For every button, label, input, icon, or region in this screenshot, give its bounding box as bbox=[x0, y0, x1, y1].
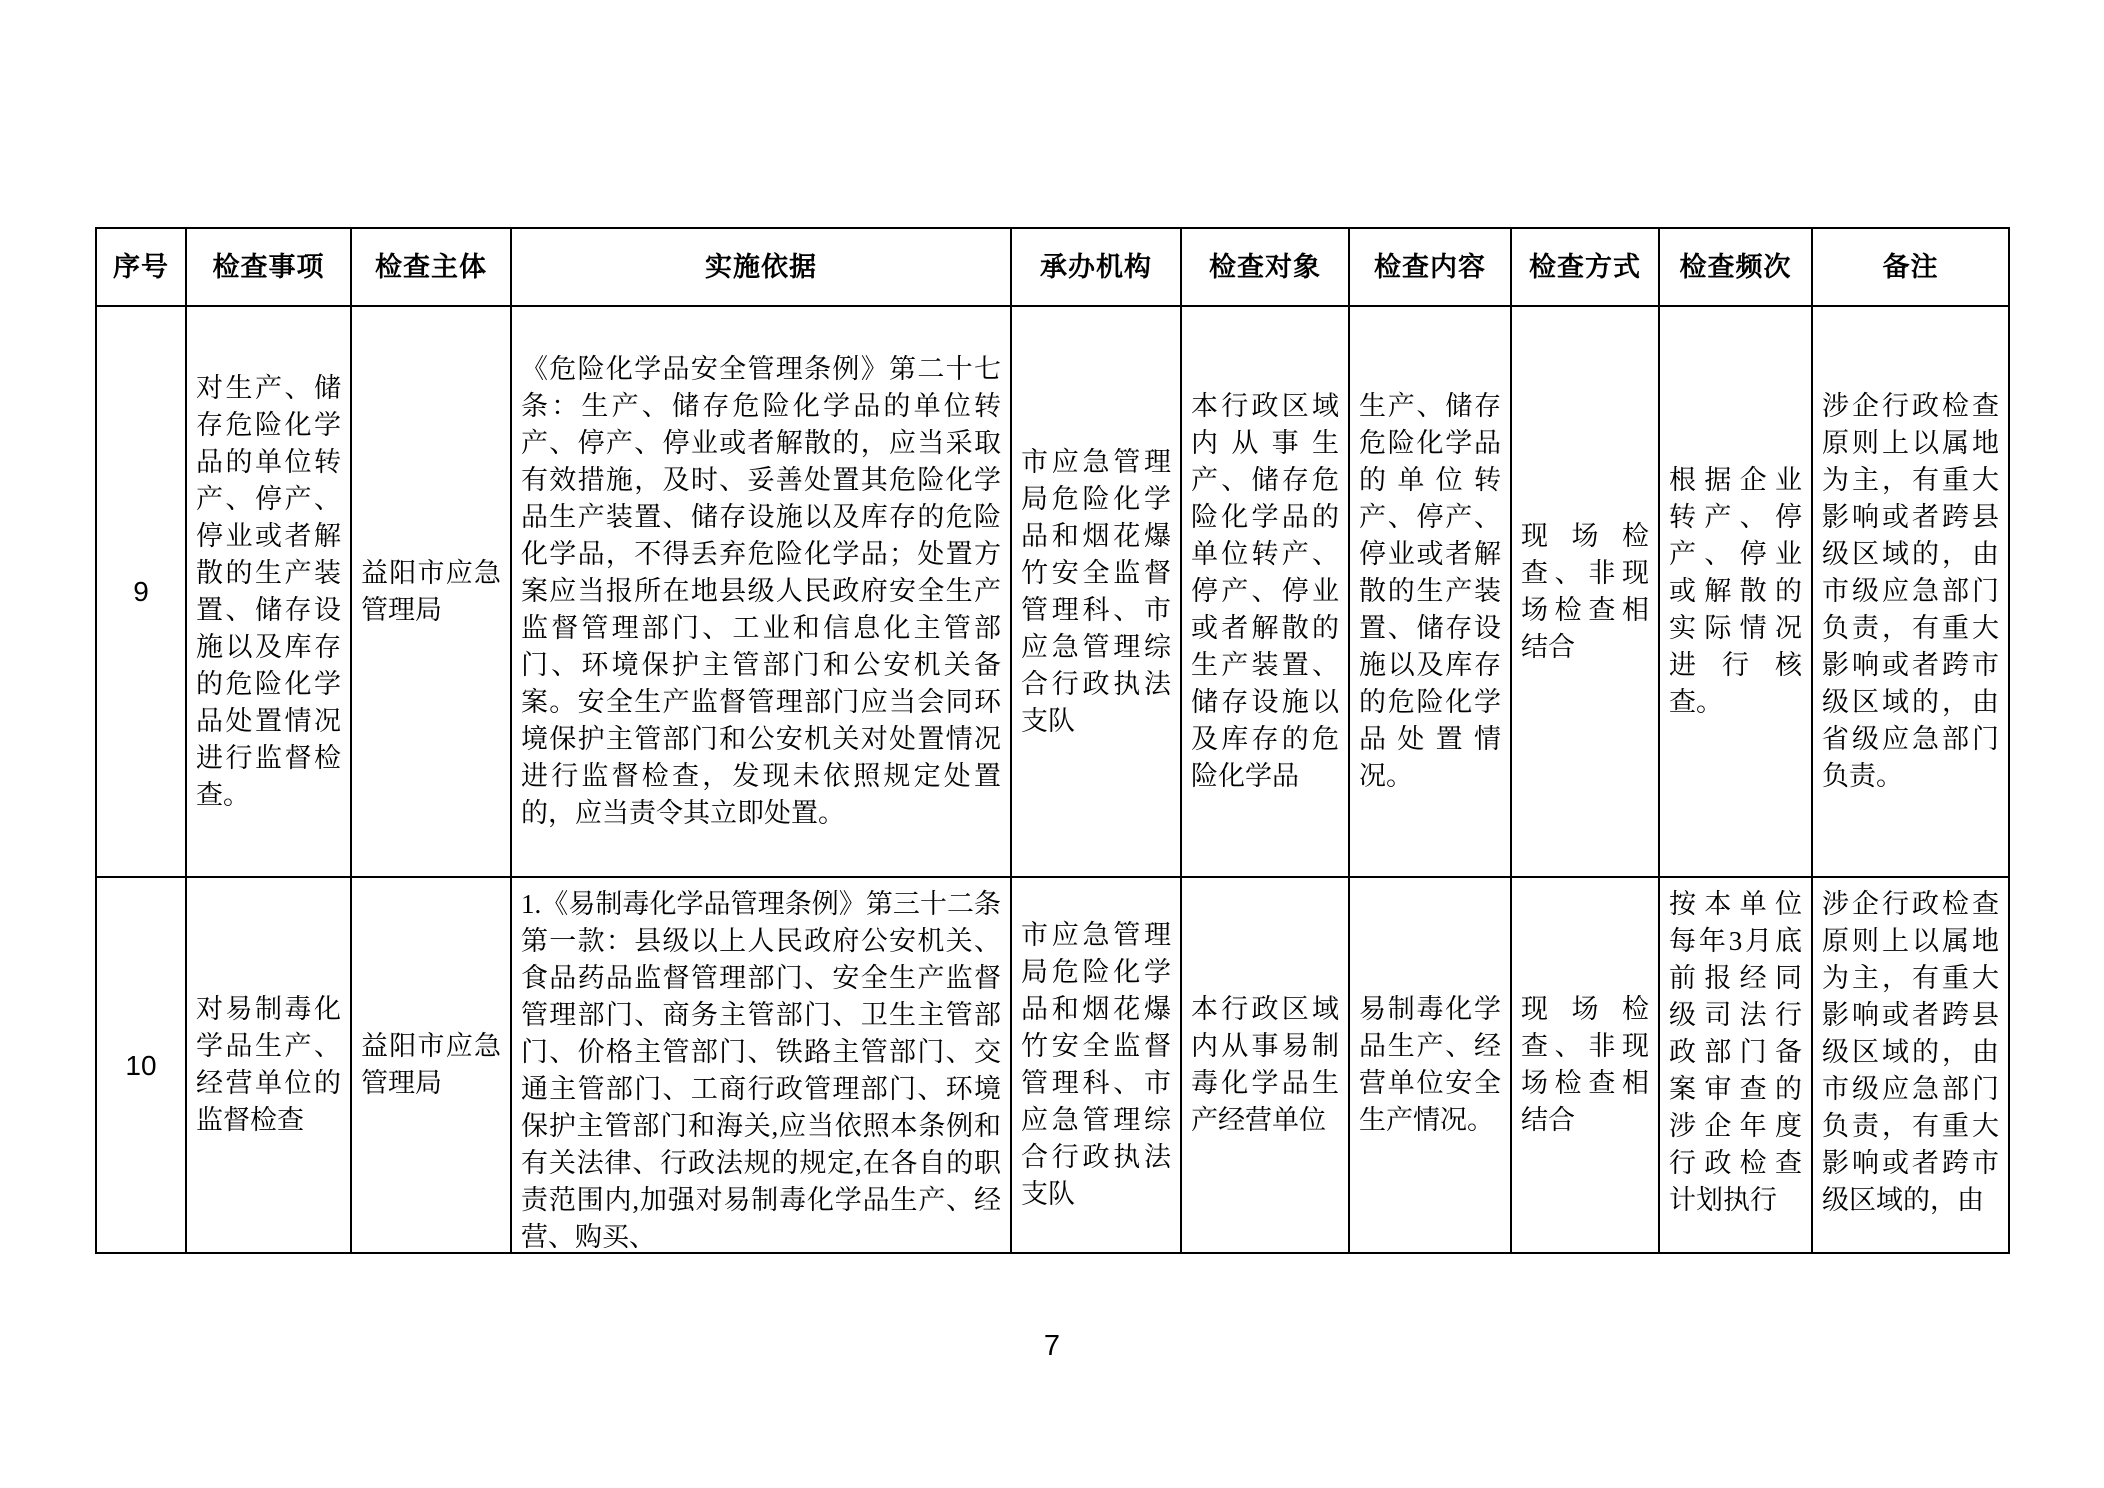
cell-agency bbox=[1011, 306, 1181, 877]
cell-basis bbox=[511, 877, 1011, 1253]
inspection-target-text: 本行政区域内从事易制毒化学品生产经营单位 bbox=[1191, 994, 1339, 1135]
header-remark: 备注 bbox=[1812, 228, 2009, 306]
cell-basis bbox=[511, 306, 1011, 877]
table-row bbox=[96, 877, 2009, 1253]
inspection-method-text: 现场检查、非现场检查相结合 bbox=[1521, 994, 1649, 1135]
header-subject: 检查主体 bbox=[351, 228, 511, 306]
inspection-content-text: 生产、储存危险化学品的单位转产、停产、停业或者解散的生产装置、储存设施以及库存的危险化学品处置情况。 bbox=[1359, 391, 1501, 791]
undertaking-agency-text: 市应急管理局危险化学品和烟花爆竹安全监督管理科、市应急管理综合行政执法支队 bbox=[1021, 446, 1171, 736]
inspection-item-text: 对生产、储存危险化学品的单位转产、停产、停业或者解散的生产装置、储存设施以及库存的危险化学品处置情况进行监督检查。 bbox=[196, 372, 341, 810]
cell-method bbox=[1511, 877, 1659, 1253]
header-agency: 承办机构 bbox=[1011, 228, 1181, 306]
cell-seq bbox=[96, 877, 186, 1253]
inspection-method-text: 现场检查、非现场检查相结合 bbox=[1521, 520, 1649, 662]
cell-method bbox=[1511, 306, 1659, 877]
cell-subject bbox=[351, 306, 511, 877]
cell-target bbox=[1181, 877, 1349, 1253]
cell-frequency bbox=[1659, 877, 1812, 1253]
cell-item bbox=[186, 877, 351, 1253]
legal-basis-text: 1.《易制毒化学品管理条例》第三十二条第一款：县级以上人民政府公安机关、食品药品监督管理部门、安全生产监督管理部门、商务主管部门、卫生主管部门、价格主管部门、铁路主管部门、交通主管部门、工商行政管理部门、环境保护主管部门和海关,应当依照本条例和有关法律、行政法规的规定,在各自的职责范围内,加强对易制毒化学品生产、经营、购买、 bbox=[521, 889, 1001, 1252]
inspection-frequency-text: 根据企业转产、停产、停业或解散的实际情况进行核查。 bbox=[1669, 465, 1802, 717]
cell-remark bbox=[1812, 877, 2009, 1253]
inspection-target-text: 本行政区域内从事生产、储存危险化学品的单位转产、停产、停业或者解散的生产装置、储存设施以及库存的危险化学品 bbox=[1191, 391, 1339, 791]
remark-text: 涉企行政检查原则上以属地为主，有重大影响或者跨县级区域的，由市级应急部门负责，有重大影响或者跨市级区域的，由省级应急部门负责。 bbox=[1822, 391, 1999, 791]
cell-frequency bbox=[1659, 306, 1812, 877]
header-basis: 实施依据 bbox=[511, 228, 1011, 306]
undertaking-agency-text: 市应急管理局危险化学品和烟花爆竹安全监督管理科、市应急管理综合行政执法支队 bbox=[1021, 920, 1171, 1209]
header-seq: 序号 bbox=[96, 228, 186, 306]
header-frequency: 检查频次 bbox=[1659, 228, 1812, 306]
cell-content bbox=[1349, 877, 1511, 1253]
header-target: 检查对象 bbox=[1181, 228, 1349, 306]
inspection-frequency-text: 按本单位每年3月底前报经同级司法行政部门备案审查的涉企年度行政检查计划执行 bbox=[1669, 889, 1802, 1215]
cell-content bbox=[1349, 306, 1511, 877]
inspection-items-table bbox=[95, 227, 2010, 1254]
row-number: 9 bbox=[133, 576, 149, 607]
cell-remark bbox=[1812, 306, 2009, 877]
table-header-row bbox=[96, 228, 2009, 306]
inspection-subject-text: 益阳市应急管理局 bbox=[361, 557, 501, 625]
cell-target bbox=[1181, 306, 1349, 877]
inspection-subject-text: 益阳市应急管理局 bbox=[361, 1031, 501, 1098]
inspection-item-text: 对易制毒化学品生产、经营单位的监督检查 bbox=[196, 994, 341, 1135]
page-number: 7 bbox=[1043, 1330, 1061, 1362]
remark-text: 涉企行政检查原则上以属地为主，有重大影响或者跨县级区域的，由市级应急部门负责，有重大影响或者跨市级区域的，由 bbox=[1822, 889, 1999, 1215]
header-method: 检查方式 bbox=[1511, 228, 1659, 306]
cell-agency bbox=[1011, 877, 1181, 1253]
cell-subject bbox=[351, 877, 511, 1253]
cell-item bbox=[186, 306, 351, 877]
header-content: 检查内容 bbox=[1349, 228, 1511, 306]
legal-basis-text: 《危险化学品安全管理条例》第二十七条：生产、储存危险化学品的单位转产、停产、停业或者解散的，应当采取有效措施，及时、妥善处置其危险化学品生产装置、储存设施以及库存的危险化学品，不得丢弃危险化学品；处置方案应当报所在地县级人民政府安全生产监督管理部门、工业和信息化主管部门、环境保护主管部门和公安机关备案。安全生产监督管理部门应当会同环境保护主管部门和公安机关对处置情况进行监督检查，发现未依照规定处置的，应当责令其立即处置。 bbox=[521, 354, 1001, 828]
inspection-content-text: 易制毒化学品生产、经营单位安全生产情况。 bbox=[1359, 994, 1501, 1135]
cell-seq bbox=[96, 306, 186, 877]
header-item: 检查事项 bbox=[186, 228, 351, 306]
row-number: 10 bbox=[125, 1049, 157, 1081]
table-row bbox=[96, 306, 2009, 877]
